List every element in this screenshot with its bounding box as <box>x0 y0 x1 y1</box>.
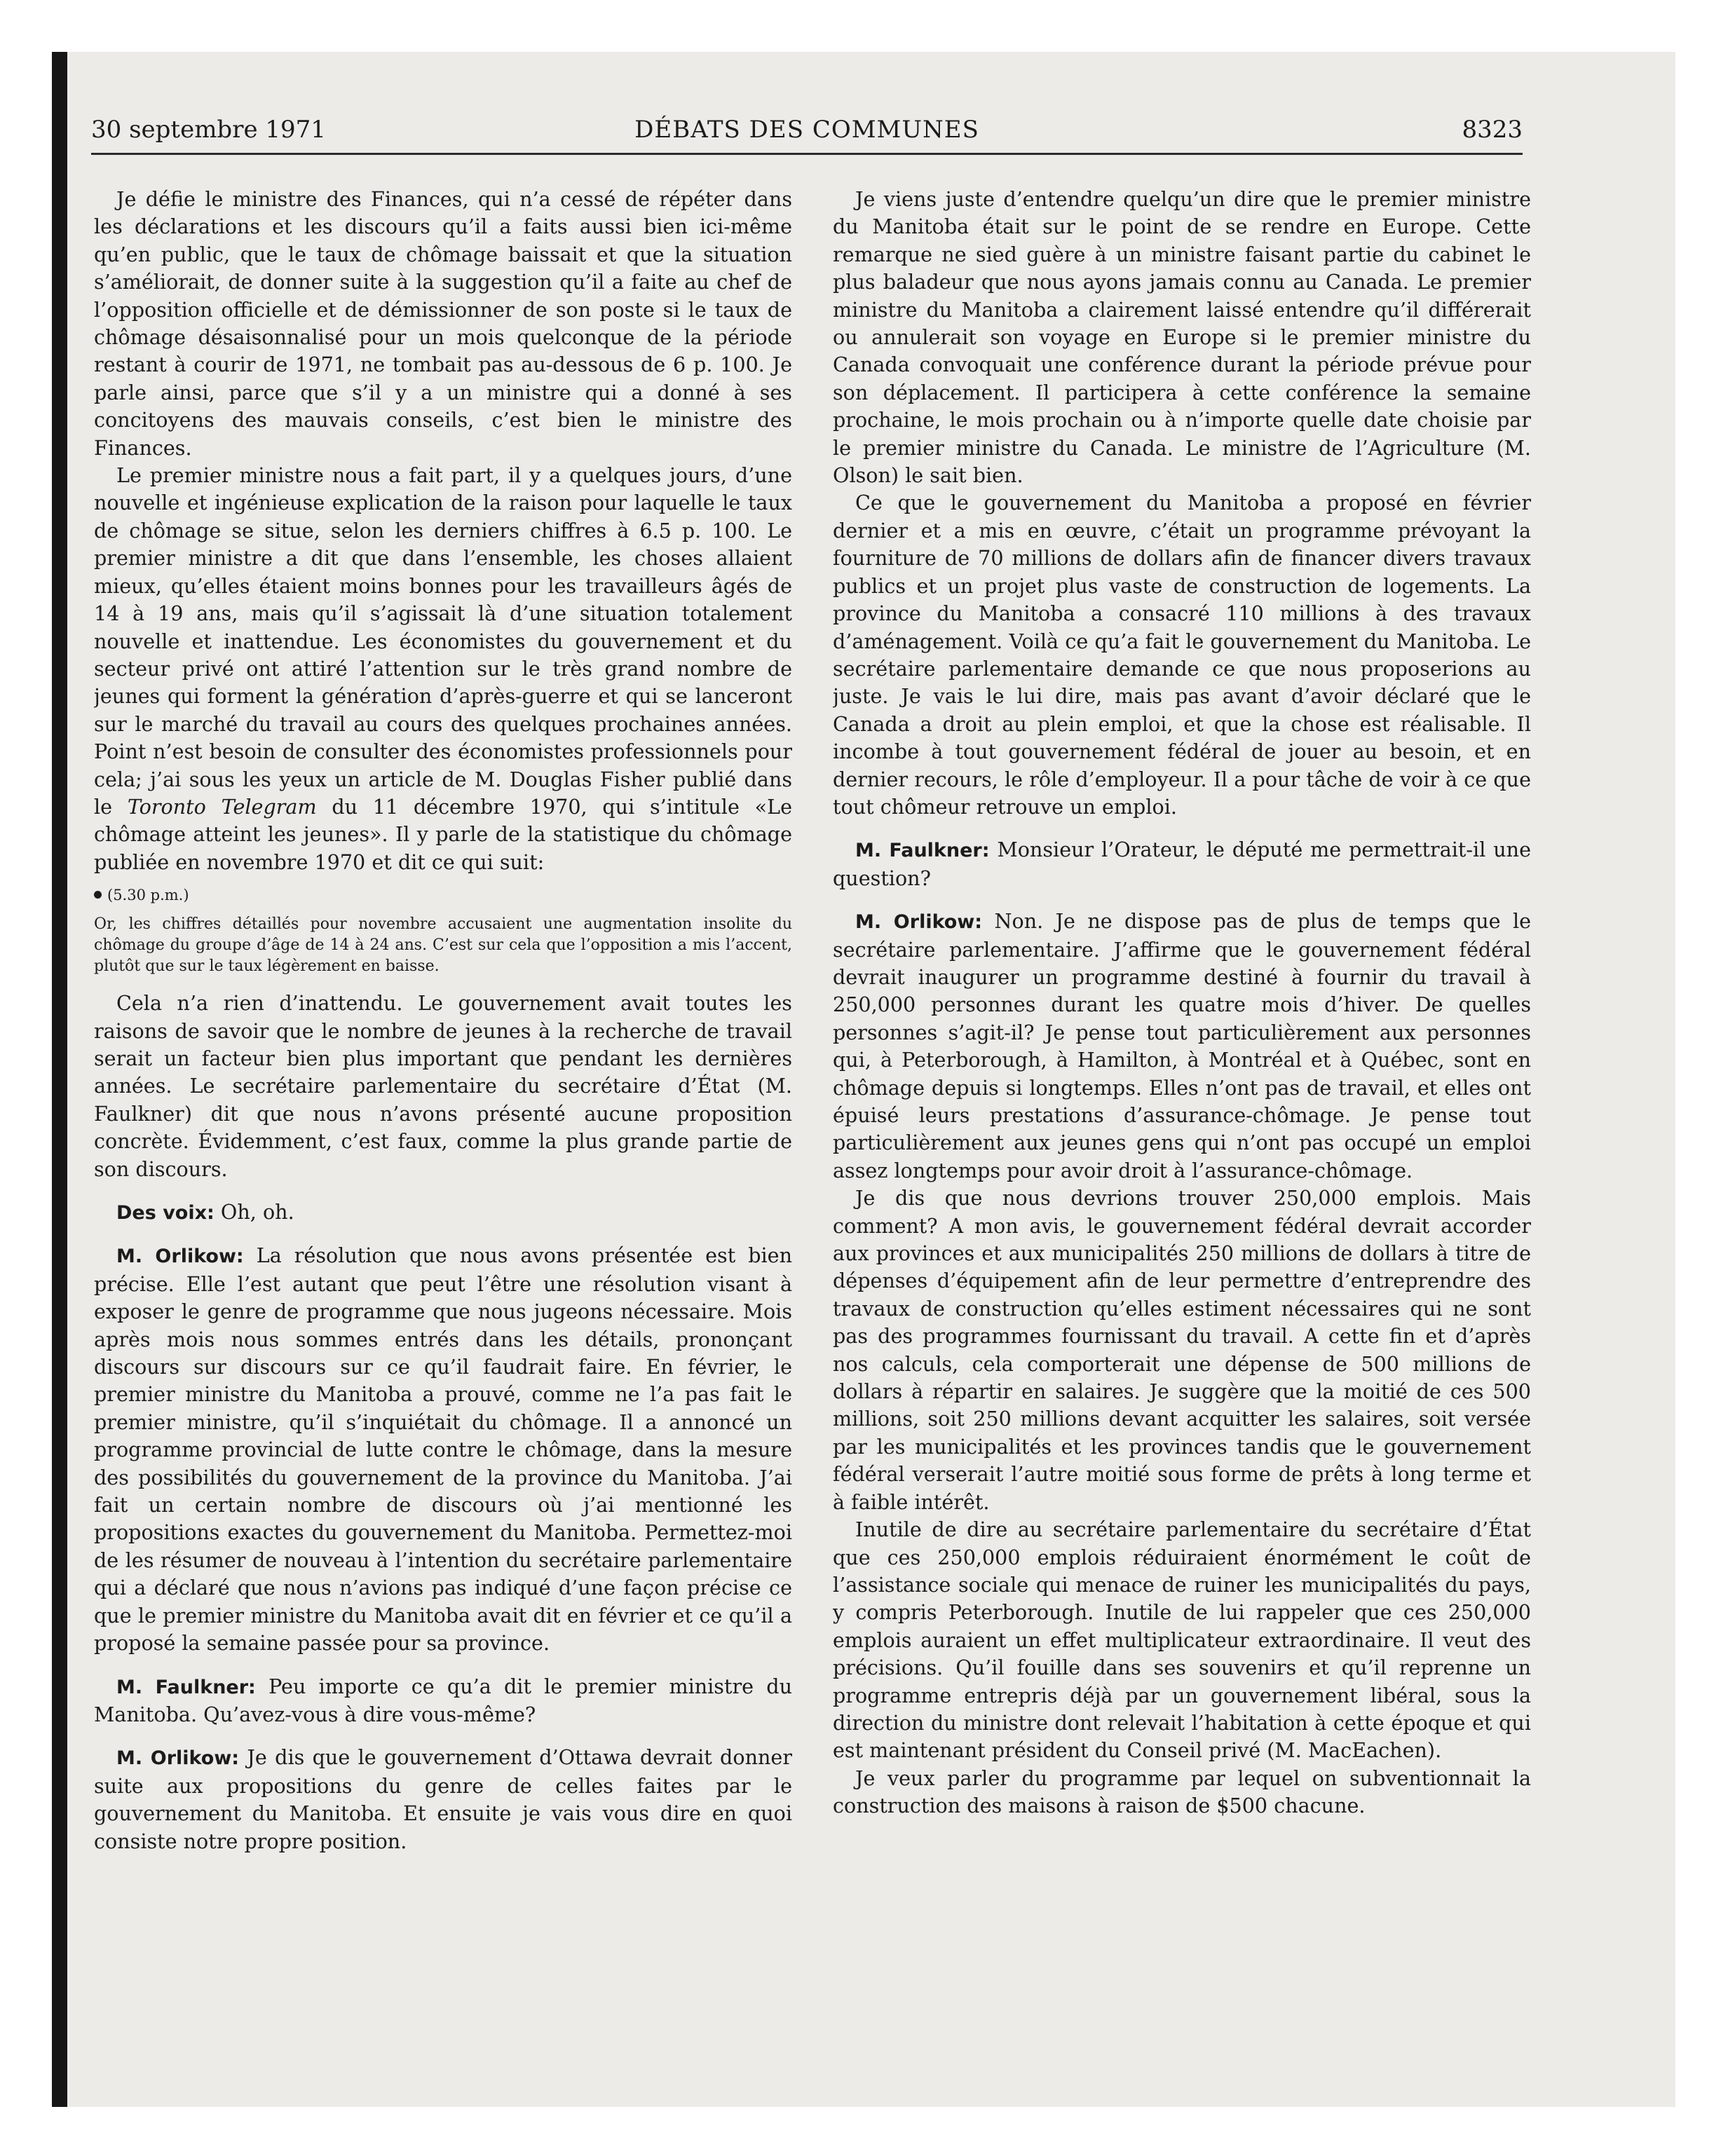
paragraph: Inutile de dire au secrétaire parlementaire du secrétaire d’État que ces 250,000 emplois réduiraient énormément le coût de l’assistance sociale qui menace de ruiner les municipalités du pays, y compris Peterborough. Inutile de lui rappeler que ces 250,000 emplois auraient un effet multiplicateur extraordinaire. Il veut des précisions. Qu’il fouille dans ses souvenirs et qu’il reprenne un programme entrepris déjà par un gouvernement libéral, sous la direction du ministre dont relevait l’habitation à cette époque et qui est maintenant président du Conseil privé (M. MacEachen). <box>833 1517 1531 1763</box>
speech <box>94 1673 792 1729</box>
speaker-name: M. Faulkner: <box>855 840 990 862</box>
paragraph <box>94 462 792 876</box>
header-date: 30 septembre 1971 <box>91 116 326 144</box>
speech <box>833 836 1531 892</box>
paragraph-text: du 11 décembre 1970, qui s’intitule «Le chômage atteint les jeunes». Il y parle de la statistique du chômage publiée en novembre 1970 et dit ce qui suit: <box>94 794 792 874</box>
paragraph-text: Le premier ministre nous a fait part, il y a quelques jours, d’une nouvelle et ingénieuse explication de la raison pour laquelle le taux de chômage se situe, selon les derniers chiffres à 6.5 p. 100. Le premier ministre a dit que dans l’ensemble, les choses allaient mieux, qu’elles étaient moins bonnes pour les travailleurs âgés de 14 à 19 ans, mais qu’il s’agissait là d’une situation totalement nouvelle et inattendue. Les économistes du gouvernement et du secteur privé ont attiré l’attention sur le très grand nombre de jeunes qui forment la génération d’après-guerre et qui se lanceront sur le marché du travail au cours des quelques prochaines années. Point n’est besoin de consulter des économistes professionnels pour cela; j’ai sous les yeux un article de M. Douglas Fisher publié dans le <box>94 463 792 819</box>
newspaper-title: Toronto Telegram <box>127 794 317 819</box>
speech-text: La résolution que nous avons présentée est bien précise. Elle l’est autant que peut l’être une résolution visant à exposer le genre de programme que nous jugeons nécessaire. Mois après mois nous sommes entrés dans les détails, prononçant discours sur discours sur ce qu’il faudrait faire. En février, le premier ministre du Manitoba a prouvé, comme ne l’a pas fait le premier ministre, qu’il s’inquiétait du chômage. Il a annoncé un programme provincial de lutte contre le chômage, dans la mesure des possibilités du gouvernement de la province du Manitoba. J’ai fait un certain nombre de discours où j’ai mentionné les propositions exactes du gouvernement du Manitoba. Permettez-moi de les résumer de nouveau à l’intention du secrétaire parlementaire qui a déclaré que nous n’avions pas indiqué d’une façon précise ce que le premier ministre du Manitoba avait dit en février et ce qu’il a proposé la semaine passée pour sa province. <box>94 1243 792 1656</box>
paragraph: Ce que le gouvernement du Manitoba a proposé en février dernier et a mis en œuvre, c’était un programme prévoyant la fourniture de 70 millions de dollars afin de financer divers travaux publics et un projet plus vaste de construction de logements. La province du Manitoba a consacré 110 millions à des travaux d’aménagement. Voilà ce qu’a fait le gouvernement du Manitoba. Le secrétaire parlementaire demande ce que nous proposerions au juste. Je vais le lui dire, mais pas avant d’avoir déclaré que le Canada a droit au plein emploi, et que la chose est réalisable. Il incombe à tout gouvernement fédéral de jouer au besoin, et en dernier recours, le rôle d’employeur. Il a pour tâche de voir à ce que tout chômeur retrouve un emploi. <box>833 491 1531 819</box>
speech-text: Oh, oh. <box>220 1200 294 1224</box>
paragraph: Je veux parler du programme par lequel on subventionnait la construction des maisons à raison de $500 chacune. <box>833 1766 1531 1818</box>
speech-text: Peu importe ce qu’a dit le premier ministre du Manitoba. Qu’avez-vous à dire vous-même? <box>94 1674 792 1726</box>
bullet-icon <box>94 891 102 899</box>
page-header <box>91 112 1523 155</box>
speaker-name: M. Orlikow: <box>855 911 983 934</box>
paragraph: Cela n’a rien d’inattendu. Le gouvernement avait toutes les raisons de savoir que le nombre de jeunes à la recherche de travail serait un facteur bien plus important que pendant les dernières années. Le secrétaire parlementaire du secrétaire d’État (M. Faulkner) dit que nous n’avons présenté aucune proposition concrète. Évidemment, c’est faux, comme la plus grande partie de son discours. <box>94 991 792 1181</box>
speech <box>94 1242 792 1657</box>
speaker-name: M. Faulkner: <box>116 1676 256 1698</box>
page-number: 8323 <box>1462 116 1523 144</box>
right-column <box>833 186 1531 2057</box>
speech <box>833 908 1531 1185</box>
left-column <box>94 186 792 2057</box>
speech <box>94 1199 792 1227</box>
time-marker <box>94 883 792 907</box>
speaker-name: M. Orlikow: <box>116 1747 240 1770</box>
speech-text: Non. Je ne dispose pas de plus de temps que le secrétaire parlementaire. J’affirme que le gouvernement fédéral devrait inaugurer un programme destiné à fournir du travail à 250,000 personnes durant les quatre mois d’hiver. De quelles personnes s’agit-il? Je pense tout particulièrement aux personnes qui, à Peterborough, à Hamilton, à Montréal et à Québec, sont en chômage depuis si longtemps. Elles n’ont pas de travail, et elles ont épuisé leurs prestations d’assurance-chômage. Je pense tout particulièrement aux jeunes gens qui n’ont pas occupé un emploi assez longtemps pour avoir droit à l’assurance-chômage. <box>833 909 1531 1182</box>
scan-edge-bar <box>52 52 67 2107</box>
block-quote: Or, les chiffres détaillés pour novembre accusaient une augmentation insolite du chômage du groupe d’âge de 14 à 24 ans. C’est sur cela que l’opposition a mis l’accent, plutôt que sur le taux légèrement en baisse. <box>94 915 792 976</box>
paragraph: Je viens juste d’entendre quelqu’un dire que le premier ministre du Manitoba était sur le point de se rendre en Europe. Cette remarque ne sied guère à un ministre faisant partie du cabinet le plus baladeur que nous ayons jamais connu au Canada. Le premier ministre du Manitoba a clairement laissé entendre qu’il différerait ou annulerait son voyage en Europe si le premier ministre du Canada convoquait une conférence durant la période prévue pour son déplacement. Il participera à cette conférence la semaine prochaine, le mois prochain ou à n’importe quelle date choisie par le premier ministre du Canada. Le ministre de l’Agriculture (M. Olson) le sait bien. <box>833 187 1531 488</box>
header-title: DÉBATS DES COMMUNES <box>634 116 979 144</box>
time-label: (5.30 p.m.) <box>107 887 189 904</box>
paragraph: Je défie le ministre des Finances, qui n’a cessé de répéter dans les déclarations et les discours qu’il a faits aussi bien ici-même qu’en public, que le taux de chômage baissait et que la situation s’améliorait, de donner suite à la suggestion qu’il a faite au chef de l’opposition officielle et de démissionner de son poste si le taux de chômage désaisonnalisé pour un mois quelconque de la période restant à courir de 1971, ne tombait pas au-dessous de 6 p. 100. Je parle ainsi, parce que s’il y a un ministre qui a donné à ses concitoyens des mauvais conseils, c’est bien le ministre des Finances. <box>94 187 792 460</box>
speech-text: Je dis que le gouvernement d’Ottawa devrait donner suite aux propositions du genre de celles faites par le gouvernement du Manitoba. Et ensuite je vais vous dire en quoi consiste notre propre position. <box>94 1745 792 1853</box>
speaker-name: M. Orlikow: <box>116 1246 244 1268</box>
speech-text: Monsieur l’Orateur, le député me permettrait-il une question? <box>833 838 1531 890</box>
speaker-name: Des voix: <box>116 1202 215 1224</box>
paragraph: Je dis que nous devrions trouver 250,000 emplois. Mais comment? A mon avis, le gouvernement fédéral devrait accorder aux provinces et aux municipalités 250 millions de dollars à titre de dépenses d’équipement afin de leur permettre d’entreprendre des travaux de construction qu’elles estiment nécessaires qui ne sont pas des programmes fournissant du travail. A cette fin et d’après nos calculs, cela comporterait une dépense de 500 millions de dollars à répartir en salaires. Je suggère que la moitié de ces 500 millions, soit 250 millions devant acquitter les salaires, soit versée par les municipalités et les provinces tandis que le gouvernement fédéral verserait l’autre moitié sous forme de prêts à long terme et à faible intérêt. <box>833 1186 1531 1514</box>
speech <box>94 1744 792 1855</box>
